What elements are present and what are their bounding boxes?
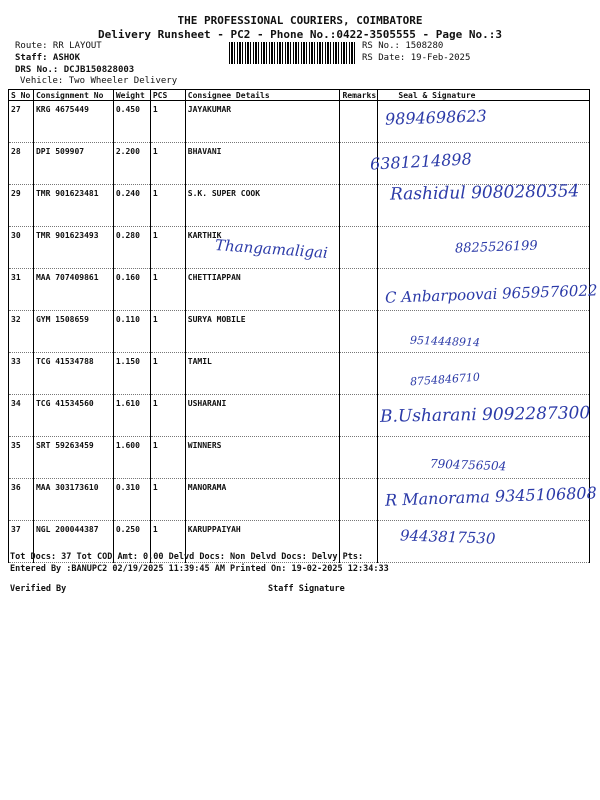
consignee-cell: S.K. SUPER COOK (185, 185, 340, 227)
remarks-cell (340, 437, 378, 479)
weight-cell: 0.450 (113, 101, 150, 143)
consignment-cell: TMR 901623481 (33, 185, 113, 227)
weight-cell: 1.600 (113, 437, 150, 479)
consignee-cell: MANORAMA (185, 479, 340, 521)
weight-cell: 0.160 (113, 269, 150, 311)
pcs-cell: 1 (150, 185, 185, 227)
remarks-cell (340, 101, 378, 143)
sno-cell: 32 (9, 311, 34, 353)
handwritten-signature: Rashidul 9080280354 (389, 181, 580, 205)
consignment-cell: GYM 1508659 (33, 311, 113, 353)
weight-cell: 0.240 (113, 185, 150, 227)
weight-cell: 0.310 (113, 479, 150, 521)
handwritten-signature: 8825526199 (454, 238, 538, 257)
sno-cell: 37 (9, 521, 34, 563)
consignment-cell: TCG 41534560 (33, 395, 113, 437)
handwritten-signature: 7904756504 (429, 456, 507, 474)
table-row (9, 311, 590, 353)
runsheet-subtitle: Delivery Runsheet - PC2 - Phone No.:0422-3505555 - Page No.:3 (98, 28, 502, 41)
drs-label: DRS No.: DCJB150828003 (15, 65, 135, 75)
weight-cell: 2.200 (113, 143, 150, 185)
weight-cell: 0.110 (113, 311, 150, 353)
consignment-cell: MAA 303173610 (33, 479, 113, 521)
col-signature: Seal & Signature (378, 90, 590, 101)
sno-cell: 30 (9, 227, 34, 269)
barcode (229, 42, 355, 64)
pcs-cell: 1 (150, 521, 185, 563)
pcs-cell: 1 (150, 479, 185, 521)
pcs-cell: 1 (150, 395, 185, 437)
consignee-cell: JAYAKUMAR (185, 101, 340, 143)
sno-cell: 33 (9, 353, 34, 395)
consignee-cell: WINNERS (185, 437, 340, 479)
sno-cell: 35 (9, 437, 34, 479)
col-pcs: PCS (150, 90, 185, 101)
col-remarks: Remarks (340, 90, 378, 101)
handwritten-signature: 9894698623 (384, 106, 488, 129)
totals-line: Tot Docs: 37 Tot COD Amt: 0.00 Delvd Docs: Non Delvd Docs: Delvy Pts: (10, 552, 364, 562)
weight-cell: 0.280 (113, 227, 150, 269)
table-row (9, 143, 590, 185)
remarks-cell (340, 479, 378, 521)
verified-by: Verified By (10, 584, 67, 594)
staff-label: Staff: ASHOK (15, 53, 81, 63)
consignment-cell: SRT 59263459 (33, 437, 113, 479)
table-header-row (9, 90, 590, 101)
vehicle-label: Vehicle: Two Wheeler Delivery (20, 76, 178, 86)
sno-cell: 31 (9, 269, 34, 311)
consignee-cell: KARUPPAIYAH (185, 521, 340, 563)
remarks-cell (340, 185, 378, 227)
remarks-cell (340, 269, 378, 311)
consignment-cell: KRG 4675449 (33, 101, 113, 143)
company-title: THE PROFESSIONAL COURIERS, COIMBATORE (177, 14, 423, 27)
remarks-note: Thangamaligai (214, 236, 329, 262)
handwritten-signature: C Anbarpoovai 9659576022 (384, 281, 598, 307)
staff-signature: Staff Signature (268, 584, 345, 594)
weight-cell: 1.150 (113, 353, 150, 395)
table-row (9, 101, 590, 143)
remarks-cell (340, 227, 378, 269)
remarks-cell (340, 395, 378, 437)
consignment-cell: TCG 41534788 (33, 353, 113, 395)
consignment-cell: DPI 509907 (33, 143, 113, 185)
consignee-cell: CHETTIAPPAN (185, 269, 340, 311)
handwritten-signature: 9514448914 (409, 333, 481, 350)
consignee-cell: TAMIL (185, 353, 340, 395)
sno-cell: 36 (9, 479, 34, 521)
handwritten-signature: 9443817530 (399, 526, 496, 548)
handwritten-signature: 8754846710 (409, 370, 481, 389)
pcs-cell: 1 (150, 101, 185, 143)
col-weight: Weight (113, 90, 150, 101)
weight-cell: 1.610 (113, 395, 150, 437)
consignee-cell: USHARANI (185, 395, 340, 437)
pcs-cell: 1 (150, 227, 185, 269)
consignment-cell: MAA 707409861 (33, 269, 113, 311)
handwritten-signature: 6381214898 (369, 149, 473, 174)
col-sno: S No (9, 90, 34, 101)
rs-number: RS No.: 1508280 (362, 41, 444, 51)
handwritten-signature: B.Usharani 9092287300 (379, 403, 591, 427)
col-consignee: Consignee Details (185, 90, 340, 101)
route-label: Route: RR LAYOUT (15, 41, 102, 51)
entered-line: Entered By :BANUPC2 02/19/2025 11:39:45 AM Printed On: 19-02-2025 12:34:33 (10, 564, 389, 574)
consignee-cell: SURYA MOBILE (185, 311, 340, 353)
pcs-cell: 1 (150, 269, 185, 311)
pcs-cell: 1 (150, 437, 185, 479)
pcs-cell: 1 (150, 353, 185, 395)
weight-cell: 0.250 (113, 521, 150, 563)
pcs-cell: 1 (150, 311, 185, 353)
handwritten-signature: R Manorama 9345106808 (384, 483, 598, 510)
consignment-cell: TMR 901623493 (33, 227, 113, 269)
rs-date: RS Date: 19-Feb-2025 (362, 53, 471, 63)
table-row (9, 353, 590, 395)
remarks-cell (340, 311, 378, 353)
sno-cell: 34 (9, 395, 34, 437)
sno-cell: 28 (9, 143, 34, 185)
sno-cell: 27 (9, 101, 34, 143)
consignee-cell: BHAVANI (185, 143, 340, 185)
sno-cell: 29 (9, 185, 34, 227)
col-consignment: Consignment No (33, 90, 113, 101)
consignee-cell: KARTHIK (185, 227, 340, 269)
consignment-cell: NGL 200044387 (33, 521, 113, 563)
pcs-cell: 1 (150, 143, 185, 185)
remarks-cell (340, 353, 378, 395)
